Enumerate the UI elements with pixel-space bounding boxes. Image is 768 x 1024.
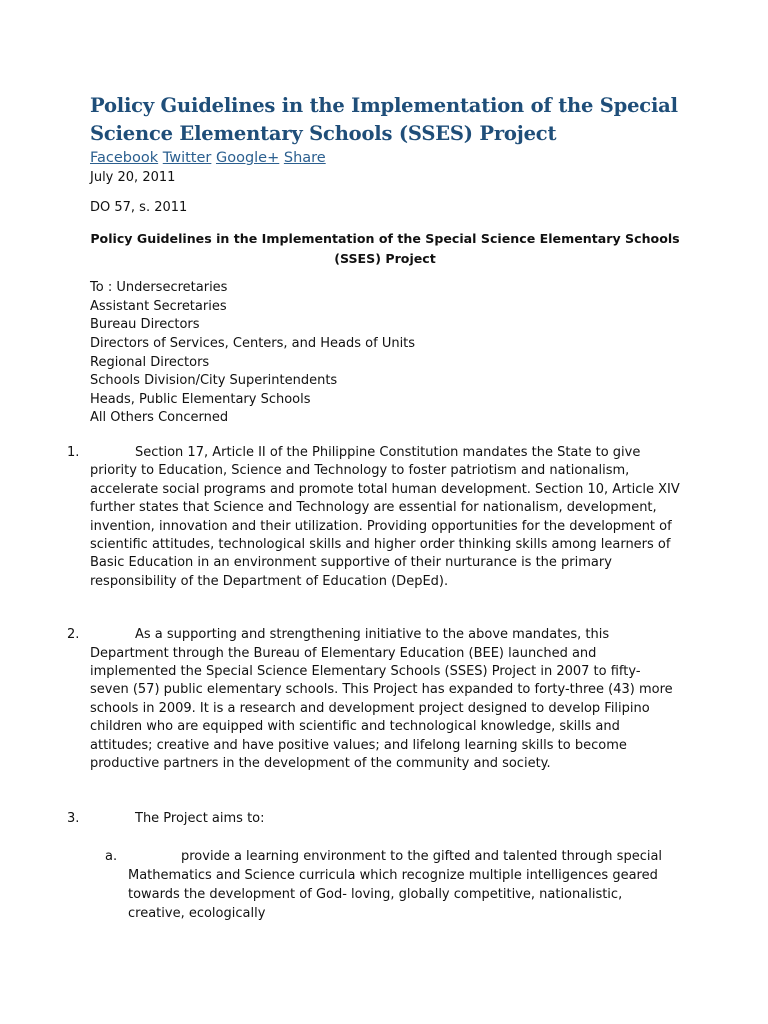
googleplus-share-link[interactable]: Google+ [215, 150, 280, 166]
recipient-line: Schools Division/City Superintendents [90, 373, 338, 389]
recipient-line: Assistant Secretaries [90, 298, 227, 314]
sub-item-letter: a. [105, 848, 118, 864]
share-link[interactable]: Share [283, 150, 326, 166]
recipient-line: Bureau Directors [90, 317, 200, 333]
numbered-paragraph [67, 444, 680, 591]
recipient-list [90, 279, 680, 428]
document-page [67, 92, 680, 923]
publish-date: July 20, 2011 [90, 170, 176, 185]
recipient-line: All Others Concerned [90, 410, 229, 426]
sub-item-text: provide a learning environment to the gifted and talented through special Mathematics and Science curricula which recognize multiple intelligences geared towards the development of God- loving, globally competitive, nationalistic, creative, ecologically [128, 848, 663, 921]
paragraph-text: As a supporting and strengthening initiative to the above mandates, this Department through the Bureau of Elementary Education (BEE) launched and implemented the Special Science Elementary Schools (SSES) Project in 2007 to fifty- seven (57) public elementary schools. This Project has expanded to forty-three (43) more schools in 2009. It is a research and development project designed to develop Filipino children who are equipped with scientific and technological knowledge, skills and attitudes; creative and have positive values; and lifelong learning skills to become productive partners in the development of the community and society. [90, 627, 673, 772]
document-heading: Policy Guidelines in the Implementation of the Special Science Elementary Schools (SSES) Project [90, 231, 680, 266]
paragraph-number: 1. [67, 444, 80, 460]
paragraph-text: The Project aims to: [135, 811, 265, 827]
page-title: Policy Guidelines in the Implementation of the Special Science Elementary Schools (SSES) Project [90, 94, 678, 145]
numbered-paragraph [67, 810, 680, 828]
recipient-line: To : Undersecretaries [90, 280, 228, 296]
order-number: DO 57, s. 2011 [90, 199, 188, 215]
lettered-sub-item [105, 847, 680, 923]
paragraph-text: Section 17, Article II of the Philippine Constitution mandates the State to give priority to Education, Science and Technology to foster patriotism and nationalism, accelerate social programs and promote total human development. Section 10, Article XIV further states that Science and Technology are essential for nationalism, development, invention, innovation and their utilization. Providing opportunities for the development of scientific attitudes, technological skills and higher order thinking skills among learners of Basic Education in an environment supportive of their nurturance is the primary responsibility of the Department of Education (DepEd). [90, 444, 680, 589]
recipient-line: Directors of Services, Centers, and Heads of Units [90, 335, 416, 351]
numbered-paragraph [67, 626, 680, 773]
recipient-line: Regional Directors [90, 354, 210, 370]
recipient-line: Heads, Public Elementary Schools [90, 391, 311, 407]
paragraph-number: 2. [67, 627, 80, 643]
share-links [90, 148, 680, 168]
paragraph-number: 3. [67, 811, 80, 827]
twitter-share-link[interactable]: Twitter [162, 150, 212, 166]
facebook-share-link[interactable]: Facebook [90, 150, 159, 166]
